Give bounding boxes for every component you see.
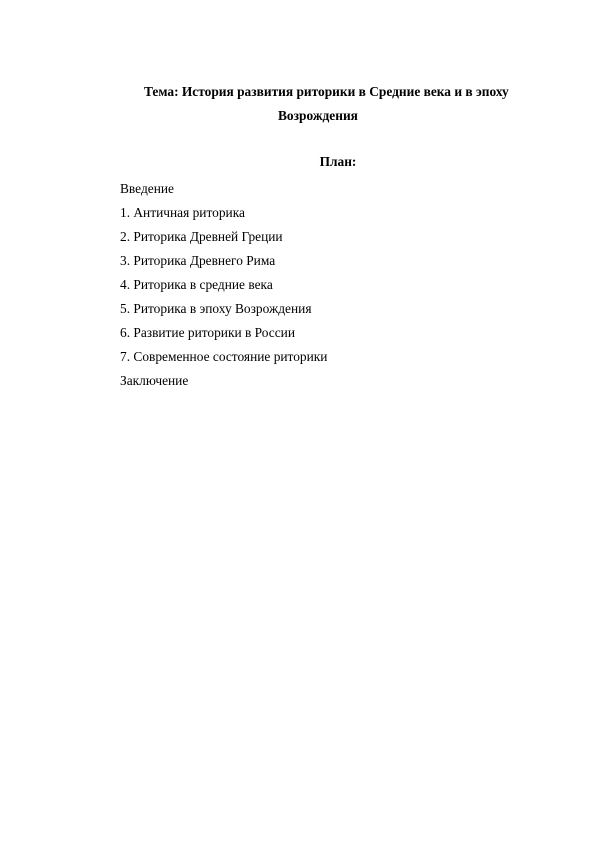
plan-item-7: 7. Современное состояние риторики: [120, 349, 328, 364]
plan-item-introduction: Введение: [120, 181, 174, 196]
plan-item-2: 2. Риторика Древней Греции: [120, 229, 283, 244]
plan-item-4: 4. Риторика в средние века: [120, 277, 273, 292]
plan-heading: План:: [319, 154, 357, 169]
title-line-2: Возрождения: [278, 108, 358, 123]
plan-list: [120, 177, 327, 393]
title-line-1: Тема: История развития риторики в Средние века и в эпоху: [144, 84, 509, 99]
plan-item-conclusion: Заключение: [120, 373, 189, 388]
document-title: [120, 80, 550, 128]
plan-item-1: 1. Античная риторика: [120, 205, 245, 220]
plan-item-5: 5. Риторика в эпоху Возрождения: [120, 301, 312, 316]
plan-item-6: 6. Развитие риторики в России: [120, 325, 296, 340]
plan-item-3: 3. Риторика Древнего Рима: [120, 253, 276, 268]
